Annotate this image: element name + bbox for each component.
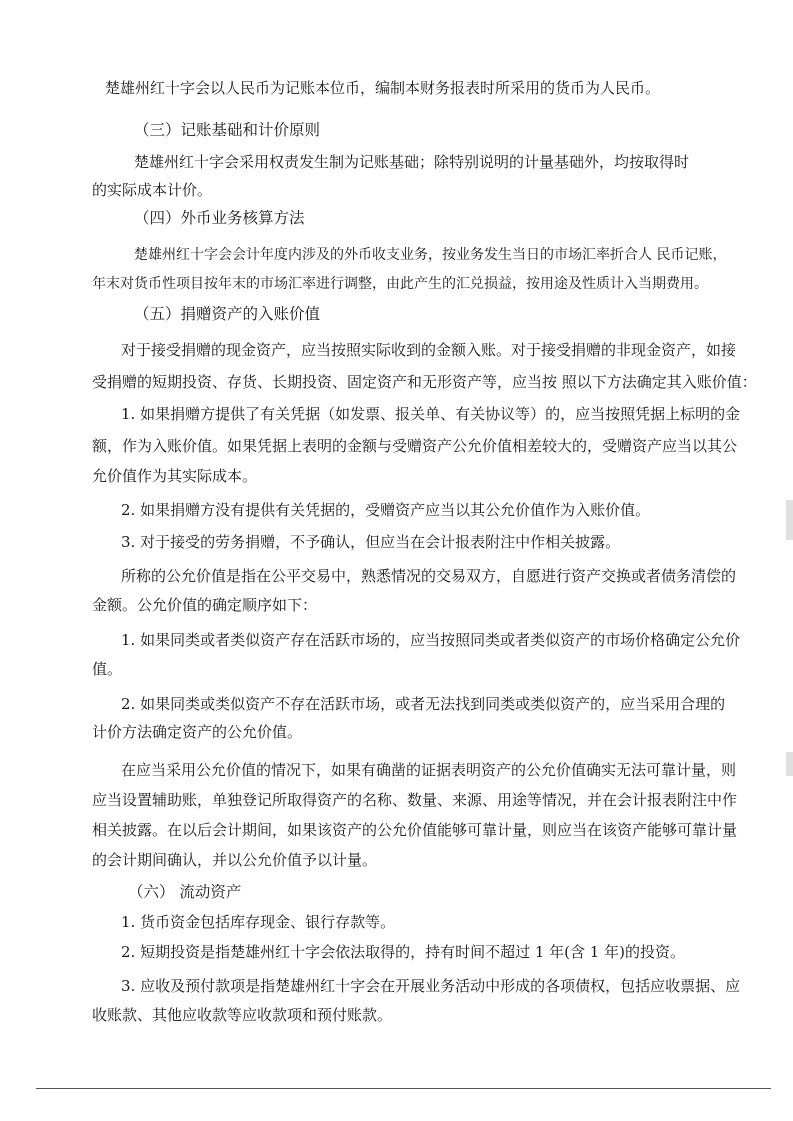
text-line: 相关披露。在以后会计期间，如果该资产的公允价值能够可靠计量，则应当在该资产能够可靠计量 <box>92 821 738 839</box>
text-line: 3. 对于接受的劳务捐赠，不予确认，但应当在会计报表附注中作相关披露。 <box>121 533 621 551</box>
footer-divider <box>36 1088 771 1089</box>
text-line: 2. 短期投资是指楚雄州红十字会依法取得的，持有时间不超过 1 年(含 1 年)的投资。 <box>121 943 685 961</box>
text-line: 2. 如果捐赠方没有提供有关凭据的，受赠资产应当以其公允价值作为入账价值。 <box>121 501 651 519</box>
text-line: 值。 <box>92 660 123 678</box>
text-line: 的实际成本计价。 <box>92 181 213 199</box>
text-line: 的会计期间确认，并以公允价值予以计量。 <box>92 851 378 869</box>
text-line: 收账款、其他应收款等应收款项和预付账款。 <box>92 1006 393 1024</box>
text-line: 1. 货币资金包括库存现金、银行存款等。 <box>121 913 396 931</box>
text-line: 1. 如果同类或者类似资产存在活跃市场的，应当按照同类或者类似资产的市场价格确定公允价 <box>121 631 741 649</box>
text-line: 楚雄州红十字会会计年度内涉及的外币收支业务，按业务发生当日的市场汇率折合人 民币记账， <box>134 247 727 263</box>
section-heading: （三）记账基础和计价原则 <box>134 121 321 139</box>
section-heading: （五）捐赠资产的入账价值 <box>134 305 321 323</box>
text-line: 楚雄州红十字会以人民币为记账本位币，编制本财务报表时所采用的货币为人民币。 <box>105 79 661 97</box>
text-line: 额，作为入账价值。如果凭据上表明的金额与受赠资产公允价值相差较大的，受赠资产应当以其公 <box>92 437 738 455</box>
text-line: 计价方法确定资产的公允价值。 <box>92 723 303 741</box>
section-heading: （六） 流动资产 <box>128 883 242 901</box>
text-line: 对于接受捐赠的现金资产，应当按照实际收到的金额入账。对于接受捐赠的非现金资产，如接 <box>121 341 737 359</box>
text-line: 2. 如果同类或类似资产不存在活跃市场，或者无法找到同类或类似资产的，应当采用合理的 <box>121 695 726 713</box>
section-heading: （四）外币业务核算方法 <box>134 209 305 227</box>
text-line: 1. 如果捐赠方提供了有关凭据（如发票、报关单、有关协议等）的，应当按照凭据上标明的金 <box>121 405 741 423</box>
text-line: 应当设置辅助账，单独登记所取得资产的名称、数量、来源、用途等情况，并在会计报表附注中作 <box>92 791 738 809</box>
text-line: 3. 应收及预付款项是指楚雄州红十字会在开展业务活动中形成的各项债权，包括应收票据、应 <box>121 977 741 995</box>
text-line: 金额。公允价值的确定顺序如下： <box>92 596 318 614</box>
scan-edge-mark <box>786 752 793 776</box>
text-line: 允价值作为其实际成本。 <box>92 467 258 485</box>
scan-edge-mark <box>786 500 793 540</box>
text-line: 在应当采用公允价值的情况下，如果有确凿的证据表明资产的公允价值确实无法可靠计量，则 <box>121 761 737 779</box>
text-line: 楚雄州红十字会采用权责发生制为记账基础；除特别说明的计量基础外，均按取得时 <box>134 153 690 171</box>
text-line: 受捐赠的短期投资、存货、长期投资、固定资产和无形资产等，应当按 照以下方法确定其入账价值： <box>92 373 757 391</box>
text-line: 年末对货币性项目按年末的市场汇率进行调整，由此产生的汇兑损益，按用途及性质计入当期费用。 <box>92 276 708 292</box>
text-line: 所称的公允价值是指在公平交易中，熟悉情况的交易双方，自愿进行资产交换或者债务清偿的 <box>121 567 737 585</box>
